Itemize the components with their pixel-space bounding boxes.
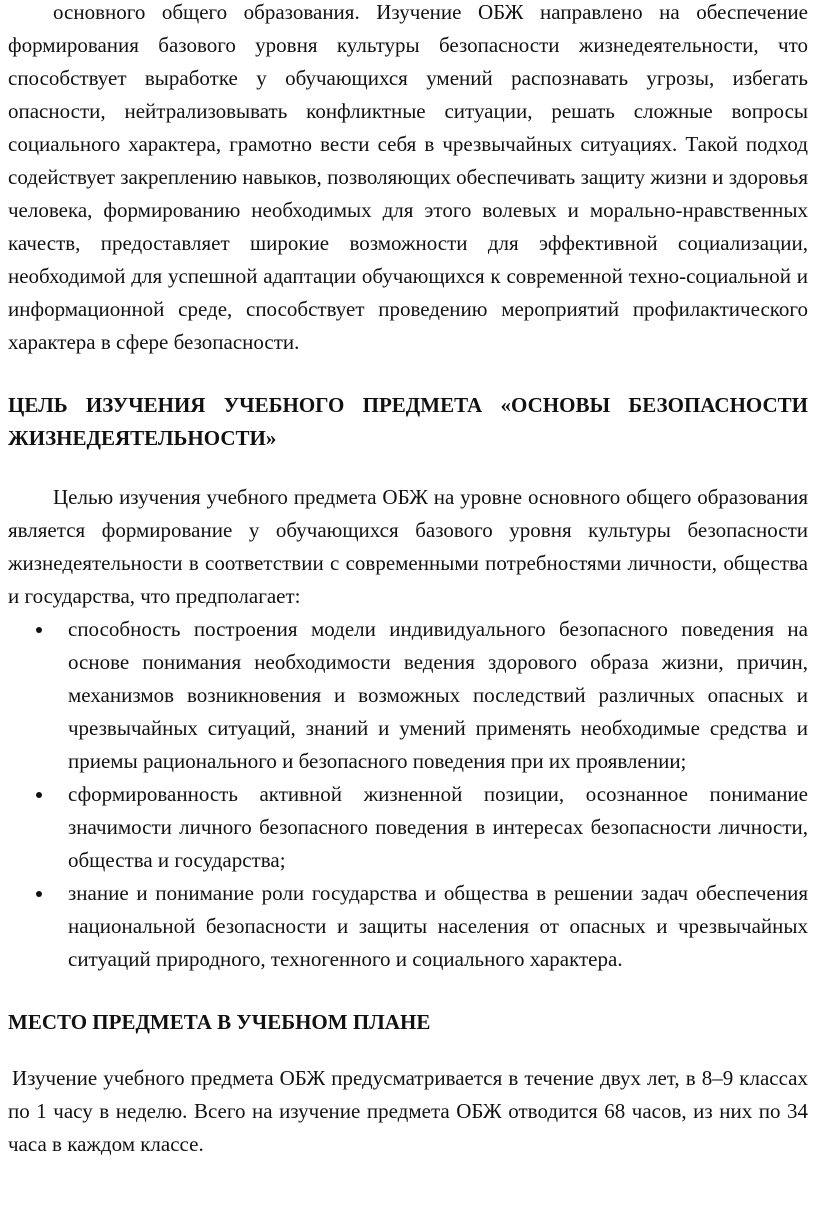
list-item: знание и понимание роли государства и общества в решении задач обеспечения национальной безопасности и защиты населения от опасных и чрезвычайных ситуаций природного, техногенного и социального характера.	[68, 877, 808, 976]
goal-bullet-list	[8, 613, 808, 976]
goal-paragraph: Целью изучения учебного предмета ОБЖ на уровне основного общего образования является формирование у обучающихся базового уровня культуры безопасности жизнедеятельности в соответствии с современными потребностями личности, общества и государства, что предполагает:	[8, 485, 808, 608]
intro-paragraph: основного общего образования. Изучение ОБЖ направлено на обеспечение формирования базового уровня культуры безопасности жизнедеятельности, что способствует выработке у обучающихся умений распознавать угрозы, избегать опасности, нейтрализовывать конфликтные ситуации, решать сложные вопросы социального характера, грамотно вести себя в чрезвычайных ситуациях. Такой подход содействует закреплению навыков, позволяющих обеспечивать защиту жизни и здоровья человека, формированию необходимых для этого волевых и морально-нравственных качеств, предоставляет широкие возможности для эффективной социализации, необходимой для успешной адаптации обучающихся к современной техно-социальной и информационной среде, способствует проведению мероприятий профилактического характера в сфере безопасности.	[8, 0, 808, 354]
place-paragraph: Изучение учебного предмета ОБЖ предусматривается в течение двух лет, в 8–9 классах по 1 часу в неделю. Всего на изучение предмета ОБЖ отводится 68 часов, из них по 34 часа в каждом классе.	[8, 1066, 808, 1156]
list-item: способность построения модели индивидуального безопасного поведения на основе понимания необходимости ведения здорового образа жизни, причин, механизмов возникновения и возможных последствий различных опасных и чрезвычайных ситуаций, знаний и умений применять необходимые средства и приемы рационального и безопасного поведения при их проявлении;	[68, 613, 808, 778]
list-item: сформированность активной жизненной позиции, осознанное понимание значимости личного безопасного поведения в интересах безопасности личности, общества и государства;	[68, 778, 808, 877]
goal-section-heading: ЦЕЛЬ ИЗУЧЕНИЯ УЧЕБНОГО ПРЕДМЕТА «ОСНОВЫ БЕЗОПАСНОСТИ ЖИЗНЕДЕЯТЕЛЬНОСТИ»	[8, 393, 808, 450]
place-section-heading: МЕСТО ПРЕДМЕТА В УЧЕБНОМ ПЛАНЕ	[8, 1010, 431, 1034]
